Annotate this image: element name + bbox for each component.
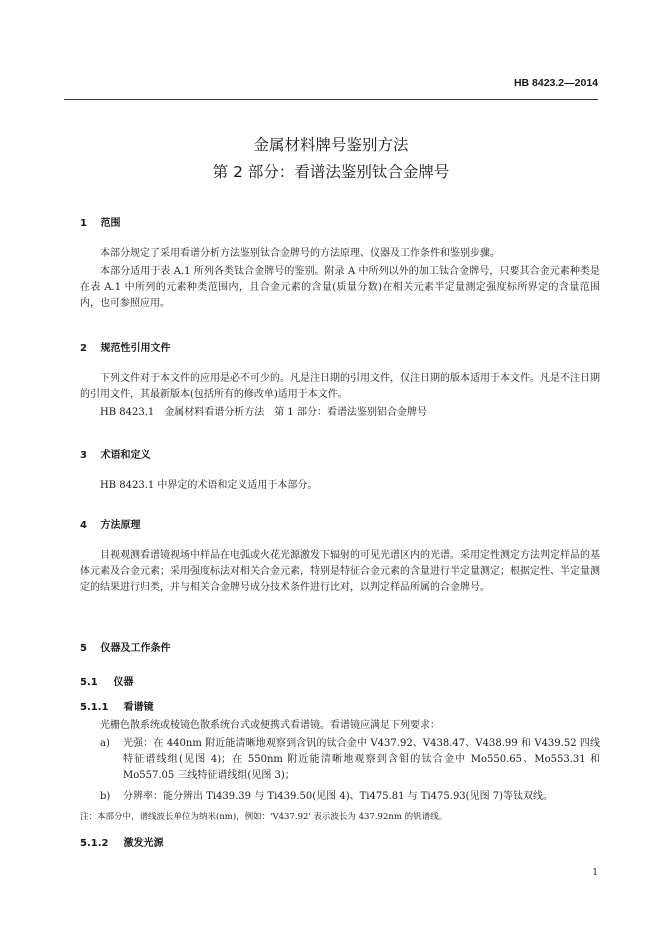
section-title: 看谱镜 bbox=[123, 702, 154, 713]
section-4-heading bbox=[80, 516, 140, 531]
list-text: 光强：在 440nm 附近能清晰地观察到含钒的钛合金中 V437.92、V438.47、V438.99 和 V439.52 四线特征谱线组(见图 4)；在 550nm 附近能清晰地观察到含钼的钛合金中 Mo550.65、Mo553.31 和 Mo557.05 三线特征谱线组(见图 3)； bbox=[123, 738, 600, 781]
section-title: 激发光源 bbox=[123, 838, 164, 849]
page-number: 1 bbox=[592, 868, 598, 878]
section-1-heading bbox=[80, 214, 120, 229]
section-5-1-heading bbox=[80, 673, 133, 688]
document-subtitle: 第 2 部分：看谱法鉴别钛合金牌号 bbox=[212, 163, 450, 181]
section-1-paragraph-2: 本部分适用于表 A.1 所列各类钛合金牌号的鉴别。附录 A 中所列以外的加工钛合金牌号，只要其合金元素种类是在表 A.1 中所列的元素种类范围内，且合金元素的含量(质量分数)在相关元素半定量测定强度标所界定的含量范围内，也可参照应用。 bbox=[80, 266, 600, 309]
section-5-1-1-intro: 光栅色散系统或棱镜色散系统台式或便携式看谱镜。看谱镜应满足下列要求： bbox=[100, 720, 440, 731]
section-2-paragraph-1: 下列文件对于本文件的应用是必不可少的。凡是注日期的引用文件，仅注日期的版本适用于本文件。凡是不注日期的引用文件，其最新版本(包括所有的修改单)适用于本文件。 bbox=[80, 373, 600, 400]
section-number: 5.1.2 bbox=[80, 838, 109, 849]
section-1-paragraph-1: 本部分规定了采用看谱分析方法鉴别钛合金牌号的方法原理、仪器及工作条件和鉴别步骤。 bbox=[100, 248, 500, 259]
section-number: 1 bbox=[80, 218, 87, 229]
document-title: 金属材料牌号鉴别方法 bbox=[253, 136, 409, 154]
section-5-1-2-heading bbox=[80, 834, 163, 849]
section-number: 3 bbox=[80, 450, 87, 461]
section-number: 4 bbox=[80, 520, 87, 531]
section-5-1-1-heading bbox=[80, 698, 153, 713]
note: 注：本部分中，谱线波长单位为纳米(nm)，例如：'V437.92' 表示波长为 437.92nm 的钒谱线。 bbox=[80, 812, 448, 822]
list-label: b) bbox=[100, 791, 111, 802]
section-number: 5.1 bbox=[80, 677, 98, 688]
section-title: 仪器及工作条件 bbox=[100, 643, 171, 654]
section-number: 5.1.1 bbox=[80, 702, 109, 713]
section-title: 仪器 bbox=[113, 677, 134, 688]
section-3-paragraph-1: HB 8423.1 中界定的术语和定义适用于本部分。 bbox=[100, 480, 318, 491]
section-2-heading bbox=[80, 339, 170, 354]
section-title: 规范性引用文件 bbox=[100, 343, 171, 354]
section-4-paragraph-1: 目视观测看谱镜视场中样品在电弧或火花光源激发下辐射的可见光谱区内的光谱。采用定性测定方法判定样品的基体元素及合金元素；采用强度标法对相关合金元素，特别是特征合金元素的含量进行半定量测定；根据定性、半定量测定的结果进行归类，并与相关合金牌号成分技术条件进行比对，以判定样品所属的合金牌号。 bbox=[80, 550, 600, 593]
document-code: HB 8423.2—2014 bbox=[513, 77, 598, 89]
section-title: 范围 bbox=[100, 218, 121, 229]
list-item-b bbox=[80, 789, 600, 807]
section-number: 5 bbox=[80, 643, 87, 654]
list-item-a bbox=[80, 736, 600, 792]
section-title: 术语和定义 bbox=[100, 450, 151, 461]
section-number: 2 bbox=[80, 343, 87, 354]
section-3-heading bbox=[80, 446, 150, 461]
section-title: 方法原理 bbox=[100, 520, 141, 531]
section-5-heading bbox=[80, 639, 170, 654]
list-text: 分辨率：能分辨出 Ti439.39 与 Ti439.50(见图 4)、Ti475.81 与 Ti475.93(见图 7)等钛双线。 bbox=[123, 791, 554, 802]
header-rule bbox=[64, 99, 598, 100]
list-label: a) bbox=[100, 738, 110, 749]
normative-reference: HB 8423.1 金属材料看谱分析方法 第 1 部分：看谱法鉴别铝合金牌号 bbox=[100, 407, 427, 418]
